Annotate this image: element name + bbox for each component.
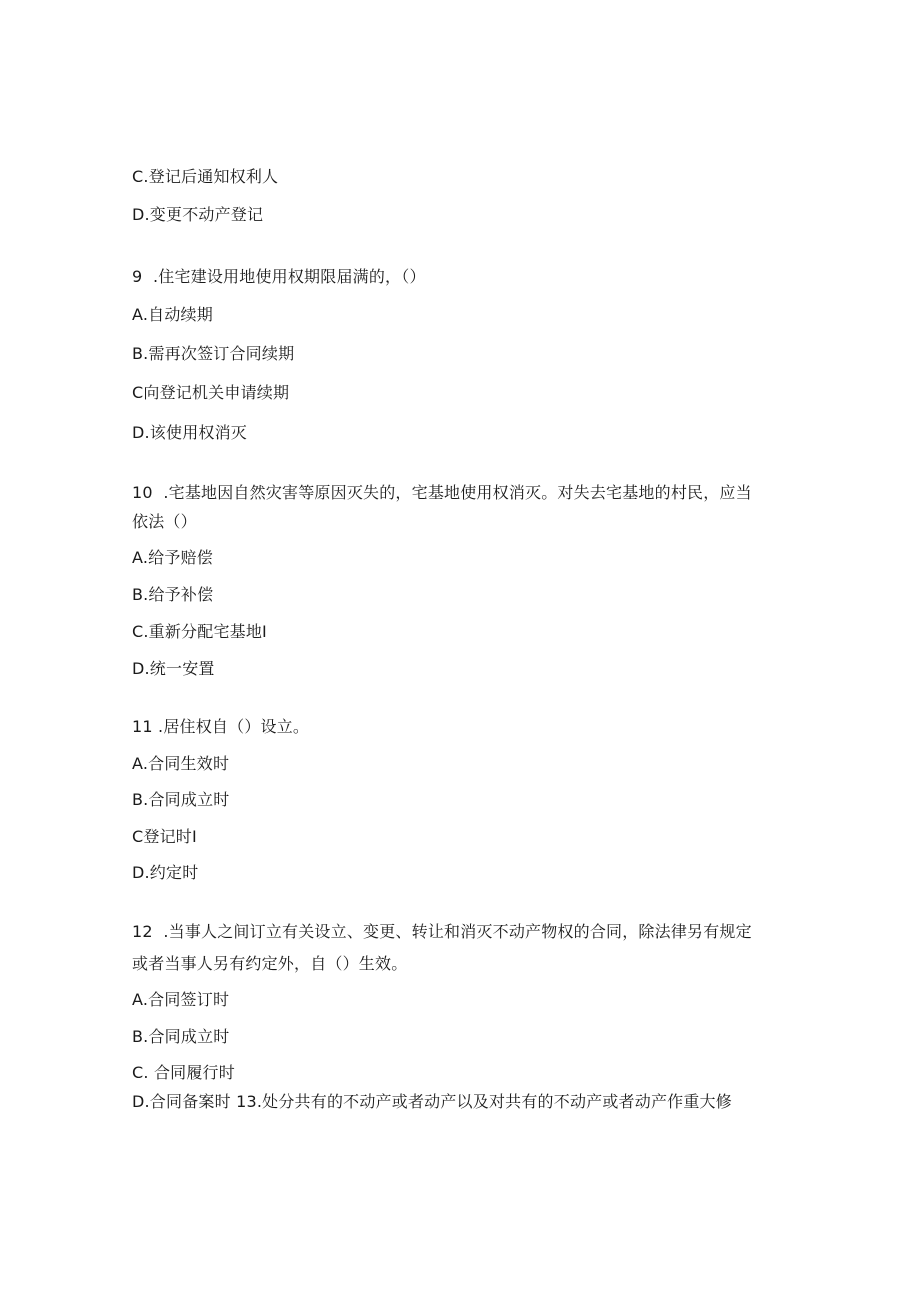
question-12-line-1: 12 .当事人之间订立有关设立、变更、转让和消灭不动产物权的合同，除法律另有规定 [132, 922, 752, 941]
option-d-q8: D.变更不动产登记 [132, 205, 264, 224]
option-c-q12: C. 合同履行时 [132, 1063, 235, 1082]
option-b-q12: B.合同成立时 [132, 1027, 230, 1046]
question-11: 11 .居住权自（）设立。 [132, 717, 310, 736]
option-c-q9: C向登记机关申请续期 [132, 383, 290, 402]
option-a-q11: A.合同生效时 [132, 754, 230, 773]
question-10-line-2: 依法（） [132, 512, 197, 531]
option-d-q12-and-question-13: D.合同备案时 13.处分共有的不动产或者动产以及对共有的不动产或者动产作重大修 [132, 1092, 732, 1111]
question-10-line-1: 10 .宅基地因自然灾害等原因灭失的，宅基地使用权消灭。对失去宅基地的村民，应当 [132, 483, 752, 502]
option-d-q9: D.该使用权消灭 [132, 423, 248, 442]
option-a-q10: A.给予赔偿 [132, 548, 213, 567]
option-c-q11: C登记时I [132, 827, 197, 846]
option-a-q12: A.合同签订时 [132, 990, 230, 1009]
option-b-q11: B.合同成立时 [132, 790, 230, 809]
option-d-q10: D.统一安置 [132, 659, 215, 678]
option-c-q8: C.登记后通知权利人 [132, 167, 279, 186]
question-12-line-2: 或者当事人另有约定外，自（）生效。 [132, 954, 408, 973]
option-b-q9: B.需再次签订合同续期 [132, 344, 295, 363]
option-a-q9: A.自动续期 [132, 305, 213, 324]
option-b-q10: B.给予补偿 [132, 585, 214, 604]
option-c-q10: C.重新分配宅基地I [132, 622, 267, 641]
option-d-q11: D.约定时 [132, 863, 199, 882]
question-9: 9 .住宅建设用地使用权期限届满的，（） [132, 267, 426, 286]
